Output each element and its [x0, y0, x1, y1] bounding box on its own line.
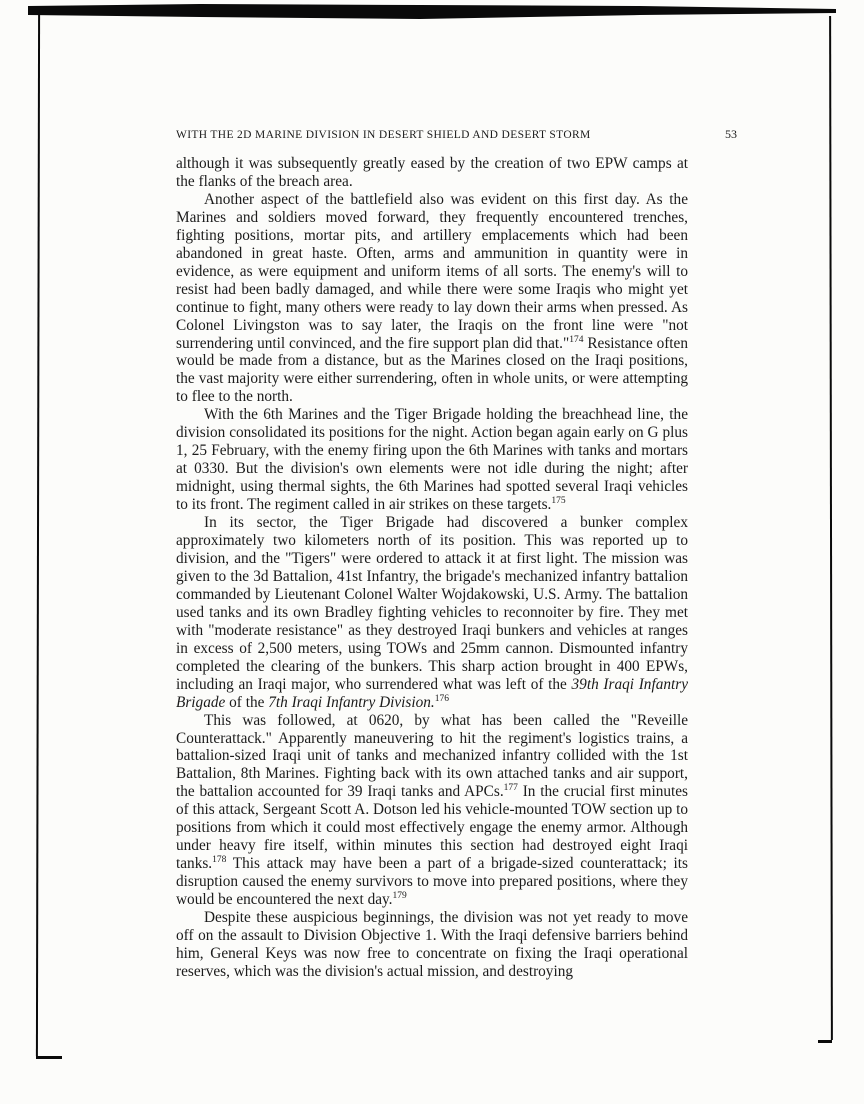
paragraph	[176, 406, 688, 514]
text-run: Despite these auspicious beginnings, the division was not yet ready to move off on the assault to Division Objective 1. With the Iraqi defensive barriers behind him, General Keys was now free to concentrate on fixing the Iraqi operational reserves, which was the division's actual mission, and destroying	[176, 909, 688, 980]
paragraph	[176, 712, 688, 909]
paragraph	[176, 909, 688, 981]
page-number: 53	[725, 127, 737, 141]
footnote-ref: 176	[434, 693, 450, 704]
text-run: of the	[225, 693, 269, 711]
italic-text: 7th Iraqi Infantry Division.	[268, 693, 435, 711]
footnote-ref: 177	[503, 783, 518, 794]
text-run: With the 6th Marines and the Tiger Brigade holding the breachhead line, the division consolidated its positions for the night. Action began again early on G plus 1, 25 February, with the enemy firing upon the 6th Marines with tanks and mortars at 0330. But the division's own elements were not idle during the night; after midnight, using thermal sights, the 6th Marines had spotted several Iraqi vehicles to its front. The regiment called in air strikes on these targets.	[176, 406, 688, 514]
scan-edge-top	[0, 0, 864, 30]
footnote-ref: 179	[392, 890, 407, 901]
footnote-ref: 175	[551, 496, 566, 507]
scan-edge-left	[36, 14, 40, 1056]
text-run: This was followed, at 0620, by what has been called the "Reveille Counterattack." Apparently maneuvering to hit the regiment's logistics trains, a battalion-sized Iraqi unit of tanks and mechanized infantry collided with the 1st Battalion, 8th Marines. Fighting back with its own attached tanks and air support, the battalion accounted for 39 Iraqi tanks and APCs.	[176, 711, 688, 801]
body-text	[176, 155, 688, 981]
text-run: Resistance often would be made from a distance, but as the Marines closed on the Iraqi positions, the vast majority were either surrendering, often in whole units, or were attempting to flee to the north.	[176, 334, 688, 406]
scan-edge-right	[829, 16, 833, 1040]
footnote-ref: 178	[212, 855, 227, 866]
text-run: In its sector, the Tiger Brigade had discovered a bunker complex approximately two kilometers north of its position. This was reported up to division, and the "Tigers" were ordered to attack it at first light. The mission was given to the 3d Battalion, 41st Infantry, the brigade's mechanized infantry battalion commanded by Lieutenant Colonel Walter Wojdakowski, U.S. Army. The battalion used tanks and its own Bradley fighting vehicles to reconnoiter by fire. They met with "moderate resistance" as they destroyed Iraqi bunkers and vehicles at ranges in excess of 2,500 meters, using TOWs and 25mm cannon. Dismounted infantry completed the clearing of the bunkers. This sharp action brought in 400 EPWs, including an Iraqi major, who surrendered what was left of the	[176, 514, 688, 693]
paragraph	[176, 155, 688, 191]
scan-mark-bottom-left	[36, 1056, 62, 1059]
paragraph	[176, 514, 688, 711]
text-run: although it was subsequently greatly eased by the creation of two EPW camps at the flanks of the breach area.	[176, 155, 688, 190]
scan-mark-bottom-right	[818, 1040, 832, 1043]
text-run: In the crucial first minutes of this attack, Sergeant Scott A. Dotson led his vehicle-mounted TOW section up to positions from which it could most effectively engage the enemy armor. Although under heavy fire itself, within minutes this section had destroyed eight Iraqi tanks.	[176, 783, 688, 873]
running-head	[176, 127, 737, 142]
italic-text: 39th Iraqi Infantry Brigade	[176, 675, 688, 711]
footnote-ref: 174	[569, 334, 584, 345]
text-run: Another aspect of the battlefield also was evident on this first day. As the Marines and soldiers moved forward, they frequently encountered trenches, fighting positions, mortar pits, and artillery emplacements which had been abandoned in great haste. Often, arms and ammunition in quantity were in evidence, as were equipment and uniform items of all sorts. The enemy's will to resist had been badly damaged, and while there were some Iraqis who might yet continue to fight, many others were ready to lay down their arms when pressed. As Colonel Livingston was to say later, the Iraqis on the front line were "not surrendering until convinced, and the fire support plan did that."	[176, 190, 688, 352]
paragraph	[176, 191, 688, 406]
running-head-title: WITH THE 2D MARINE DIVISION IN DESERT SHIELD AND DESERT STORM	[176, 129, 591, 141]
text-run: This attack may have been a part of a brigade-sized counterattack; its disruption caused the enemy survivors to move into prepared positions, where they would be encountered the next day.	[176, 855, 688, 909]
